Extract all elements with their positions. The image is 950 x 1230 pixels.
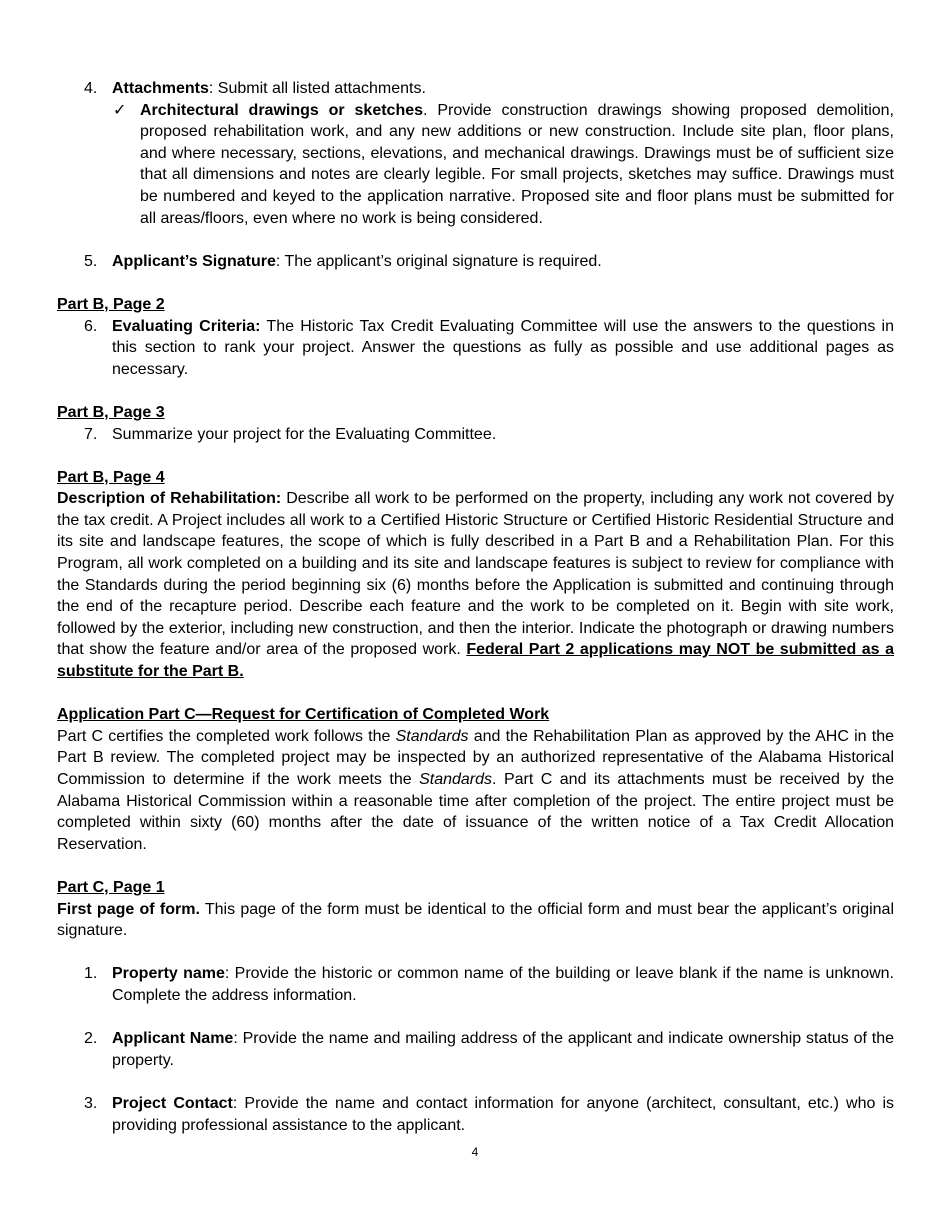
paragraph-text: and the Rehabilitation Plan as approved by the AHC in the Part B review. The completed project may be inspected by an authorized representative of the Alabama Historical Commission to determine if the work meets the [57,727,894,788]
page-number: 4 [471,1145,479,1159]
paragraph-text: Part C certifies the completed work follows the [57,727,396,745]
list-number: 2. [84,1030,98,1048]
checkmark-icon: ✓ [113,101,127,119]
item-text: : Provide the name and mailing address of the applicant and indicate ownership status of the property. [112,1030,895,1069]
item-text: : Submit all listed attachments. [208,80,426,97]
list-item-project-contact [57,1093,894,1136]
italic-term: Standards [395,727,469,745]
list-item-applicant-name [57,1028,894,1071]
item-title: Evaluating Criteria: [112,317,261,335]
paragraph-part-c [57,726,894,856]
item-text: : The applicant’s original signature is required. [275,252,602,270]
checklist-item-drawings [57,100,894,230]
item-title: Architectural drawings or sketches [140,101,424,119]
section-heading-part-b-page-4: Part B, Page 4 [57,468,165,486]
paragraph-title: First page of form. [57,900,200,918]
list-number: 1. [84,965,98,983]
paragraph-text: . Part C and its attachments must be received by the Alabama Historical Commission within a reasonable time after completion of the project. The entire project must be completed within sixty (60) months after the date of issuance of the written notice of a Tax Credit Allocation Reservation. [57,771,894,853]
document-page [57,78,894,1136]
list-item-summarize [57,424,894,446]
list-number: 4. [84,80,98,97]
item-title: Applicant Name [112,1030,234,1048]
list-item-signature [57,251,894,273]
italic-term: Standards [419,771,493,788]
list-number: 3. [84,1094,98,1112]
list-number: 7. [84,425,98,443]
underlined-notice: Federal Part 2 applications may NOT be submitted as a substitute for the Part B. [57,641,895,681]
item-title: Attachments [112,80,209,97]
section-heading-part-c: Application Part C—Request for Certification of Completed Work [57,706,550,724]
list-item-property-name [57,963,894,1006]
section-heading-part-c-page-1: Part C, Page 1 [57,878,165,896]
item-text: Summarize your project for the Evaluating Committee. [112,425,497,443]
list-number: 6. [84,317,98,335]
item-text: : Provide the historic or common name of the building or leave blank if the name is unknown. Complete the address information. [112,965,894,1004]
paragraph-first-page-of-form [57,899,894,942]
item-text: : Provide the name and contact information for anyone (architect, consultant, etc.) who is providing professional assistance to the applicant. [112,1094,894,1134]
list-item-evaluating-criteria [57,316,894,381]
item-text: . Provide construction drawings showing proposed demolition, proposed rehabilitation work, and any new additions or new construction. Include site plan, floor plans, and where necessary, sections, elevations, and mechanical drawings. Drawings must be of sufficient size that all dimensions and notes are clearly legible. For small projects, sketches may suffice. Drawings must be numbered and keyed to the application narrative. Proposed site and floor plans must be submitted for all areas/floors, even where no work is being considered. [140,101,894,227]
item-title: Property name [112,965,225,983]
paragraph-description-of-rehabilitation [57,488,894,682]
item-title: Applicant’s Signature [112,252,276,270]
section-heading-part-b-page-3: Part B, Page 3 [57,403,165,421]
list-number: 5. [84,252,98,270]
paragraph-title: Description of Rehabilitation: [57,490,282,508]
item-text: The Historic Tax Credit Evaluating Committee will use the answers to the questions in this section to rank your project. Answer the questions as fully as possible and use additional pages as necessary. [112,317,894,378]
section-heading-part-b-page-2: Part B, Page 2 [57,295,165,313]
paragraph-text: This page of the form must be identical to the official form and must bear the applicant’s original signature. [57,900,894,940]
list-item-attachments [57,78,894,100]
paragraph-text: Describe all work to be performed on the property, including any work not covered by the tax credit. A Project includes all work to a Certified Historic Structure or Certified Historic Residential Structure and its site and landscape features, the scope of which is fully described in a Part B and a Rehabilitation Plan. For this Program, all work completed on a building and its site and landscape features is subject to review for compliance with the Standards during the period beginning six (6) months before the Application is submitted and continuing through the end of the recapture period. Describe each feature and the work to be completed on it. Begin with site work, followed by the exterior, including new construction, and then the interior. Indicate the photograph or drawing numbers that show the feature and/or area of the proposed work. [57,490,895,659]
item-title: Project Contact [112,1094,233,1112]
